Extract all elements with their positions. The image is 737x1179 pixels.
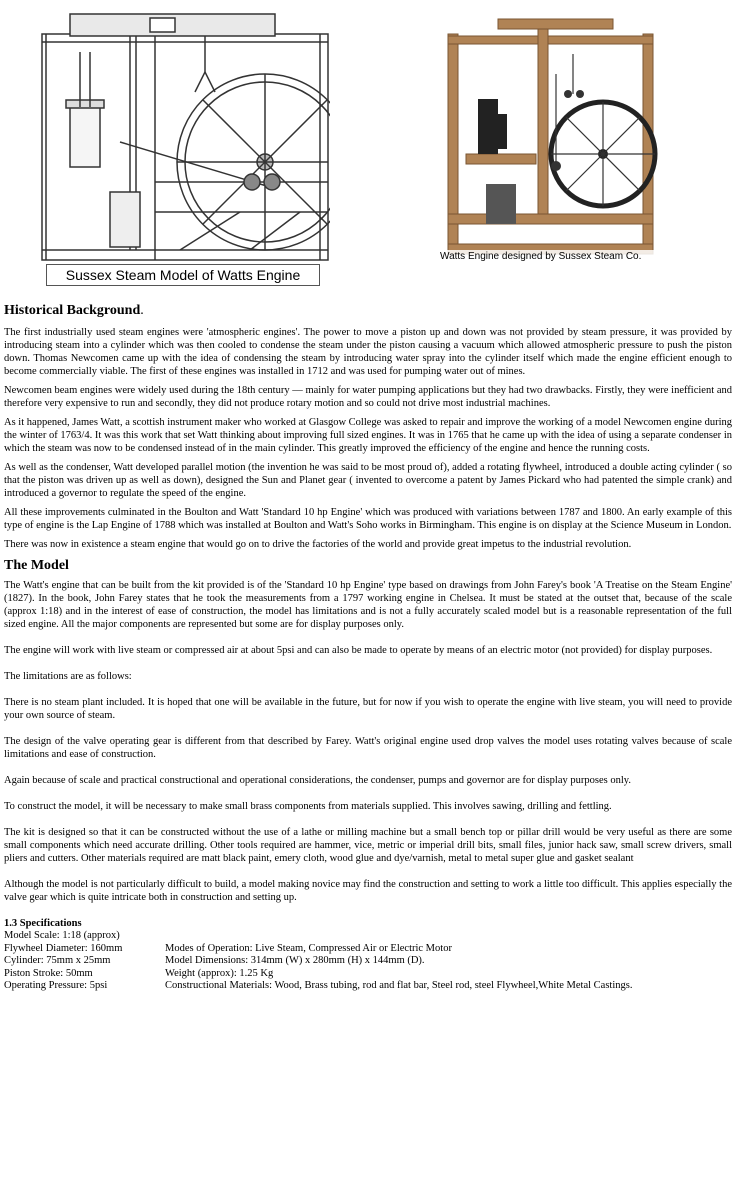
spec-right: Weight (approx): 1.25 Kg xyxy=(165,967,274,979)
model-paragraph: The Watt's engine that can be built from the kit provided is of the 'Standard 10 hp Engine' type based on drawings from John Farey's book 'A Treatise on the Steam Engine' (1827). In the book, John Farey states that he took the measurements from a 1797 working engine in Chelsea. It must be stated at the outset that, because of the scale (approx 1:18) and in the interest of ease of construction, the model has limitations and is not a fully accurately scaled model but is a reasonable representation of the full sized engine. All the major components are represented but some are for display purposes only. xyxy=(4,580,732,630)
history-paragraph: As it happened, James Watt, a scottish instrument maker who worked at Glasgow College was asked to repair and improve the working of a model Newcomen engine during the winter of 1763/4. It was this work that set Watt thinking about improving full sized engines. It was in 1765 that he came up with the idea of using a separate condenser in which the steam was now to be condensed instead of in the main cylinder. This greatly improved the efficiency of the engine and hence the running costs. xyxy=(4,417,732,454)
engine-photo xyxy=(438,14,663,264)
specs-table xyxy=(4,930,732,993)
left-figure-caption: Sussex Steam Model of Watts Engine xyxy=(46,264,320,286)
history-paragraph: As well as the condenser, Watt developed parallel motion (the invention he was said to be most proud of), added a rotating flywheel, introduced a double acting cylinder ( so that the piston was driven up as well as down), designed the Sun and Planet gear ( invented to overcome a patent by James Pickard who had patented the simple crank) and introduced a governor to regulate the speed of the engine. xyxy=(4,462,732,499)
spec-right: Model Dimensions: 314mm (W) x 280mm (H) x 144mm (D). xyxy=(165,955,425,966)
model-paragraph: To construct the model, it will be necessary to make small brass components from materials supplied. This involves sawing, drilling and fettling. xyxy=(4,801,612,812)
history-paragraph: The first industrially used steam engines were 'atmospheric engines'. The power to move a piston up and down was not provided by steam pressure, it was provided by introducing steam into a cylinder which was then cooled to condense the steam under the piston causing a vacuum which allowed atmospheric pressure to push the piston down. Thomas Newcomen came up with the idea of condensing the steam by introducing water spray into the cylinder itself which made the engine efficient enough to become commercially viable. The first of these engines was installed in 1712 and was used for pumping water out of mines. xyxy=(4,327,732,377)
specs-title: 1.3 Specifications xyxy=(4,918,82,929)
spec-row xyxy=(4,980,732,993)
spec-row xyxy=(4,955,732,968)
spec-left: Flywheel Diameter: 160mm xyxy=(4,942,123,954)
model-heading: The Model xyxy=(4,558,69,573)
history-paragraph: There was now in existence a steam engine that would go on to drive the factories of the world and provide great impetus to the industrial revolution. xyxy=(4,539,632,550)
spec-left: Model Scale: 1:18 (approx) xyxy=(4,930,120,941)
right-figure-caption: Watts Engine designed by Sussex Steam Co. xyxy=(440,250,664,264)
spec-row xyxy=(4,930,732,943)
spec-row xyxy=(4,943,732,956)
spec-left: Cylinder: 75mm x 25mm xyxy=(4,955,111,966)
spec-left: Piston Stroke: 50mm xyxy=(4,967,93,979)
model-paragraph: Again because of scale and practical constructional and operational considerations, the condenser, pumps and governor are for display purposes only. xyxy=(4,775,631,786)
engine-line-drawing xyxy=(40,12,330,287)
spec-right: Constructional Materials: Wood, Brass tubing, rod and flat bar, Steel rod, steel Flywheel,White Metal Castings. xyxy=(165,980,633,991)
figure-row xyxy=(0,0,737,300)
history-paragraph: All these improvements culminated in the Boulton and Watt 'Standard 10 hp Engine' which was produced with variations between 1787 and 1800. An early example of this type of engine is the Lap Engine of 1788 which was installed at Boulton and Watt's Soho works in Birmingham. This engine is on display at the Science Museum in London. xyxy=(4,507,732,531)
document-body xyxy=(4,302,732,993)
spec-right: Modes of Operation: Live Steam, Compressed Air or Electric Motor xyxy=(165,942,452,954)
model-paragraph: Although the model is not particularly difficult to build, a model making novice may find the construction and setting to work a little too difficult. This applies especially the valve gear which is quite intricate both in construction and setting up. xyxy=(4,879,732,903)
model-paragraph: The kit is designed so that it can be constructed without the use of a lathe or milling machine but a small bench top or pillar drill would be very useful as there are some small components which need accurate drilling. Other tools required are hammer, vice, metric or imperial drill bits, small files, junior hack saw, small screw drivers, small pliers and cutters. Other materials required are matt black paint, emery cloth, wood glue and dye/varnish, metal to metal super glue and gasket sealant xyxy=(4,827,732,864)
spec-right xyxy=(165,930,732,943)
model-paragraph: The limitations are as follows: xyxy=(4,671,132,682)
history-paragraph: Newcomen beam engines were widely used during the 18th century — mainly for water pumping applications but they had two drawbacks. Firstly, they were inefficient and therefore very expensive to run and secondly, they did not produce rotary motion and so could not drive most industrial machines. xyxy=(4,385,732,409)
model-paragraph: There is no steam plant included. It is hoped that one will be available in the future, but for now if you wish to operate the engine with live steam, you will need to provide your own source of steam. xyxy=(4,697,732,721)
spec-row xyxy=(4,968,732,981)
spec-left: Operating Pressure: 5psi xyxy=(4,980,108,991)
model-paragraph: The design of the valve operating gear is different from that described by Farey. Watt's original engine used drop valves the model uses rotating valves because of scale limitations and ease of construction. xyxy=(4,736,732,760)
history-heading: Historical Background. xyxy=(4,303,144,318)
model-paragraph: The engine will work with live steam or compressed air at about 5psi and can also be made to operate by means of an electric motor (not provided) for display purposes. xyxy=(4,645,713,656)
